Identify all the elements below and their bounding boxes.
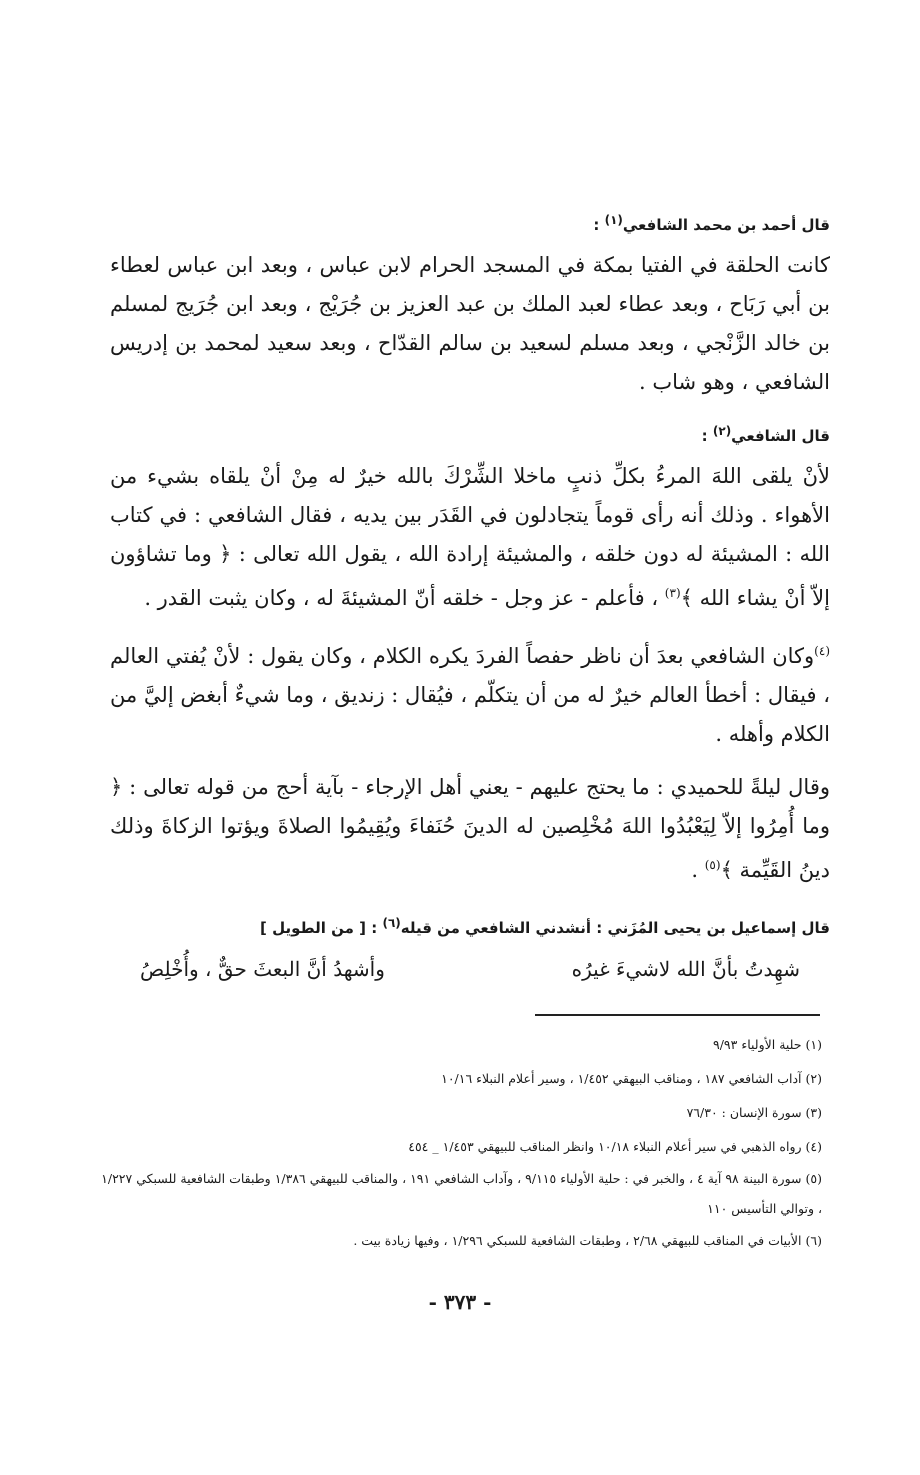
- heading-text: قال الشافعي: [731, 427, 830, 445]
- paragraph-text: ، فأعلم - عز وجل - خلقه أنّ المشيئةَ له ، وكان يثبت القدر .: [144, 586, 665, 610]
- paragraph-text: وقال ليلةً للحميدي : ما يحتج عليهم - يعني أهل الإرجاء - بآية أحج من قوله تعالى : ﴿ وما أُمِرُوا إلاّ لِيَعْبُدُوا اللهَ مُخْلِصين له الدينَ حُنَفاءَ ويُقِيمُوا الصلاةَ ويؤتوا الزكاةَ وذلك دينُ القَيِّمة ﴾: [110, 775, 830, 882]
- footnote-ref: (٤): [814, 644, 830, 658]
- footnote-6: (٦) الأبيات في المناقب للبيهقي ٢/٦٨ ، وطبقات الشافعية للسبكي ١/٢٩٦ ، وفيها زيادة بيت .: [353, 1233, 822, 1248]
- heading-colon: :: [593, 216, 605, 234]
- footnote-ref: (٢): [712, 424, 732, 438]
- footnote-divider: [535, 1014, 820, 1016]
- page-body: [110, 205, 830, 989]
- footnote-ref: (٦): [382, 916, 401, 930]
- poem-verse: [110, 949, 830, 989]
- paragraph-humaydi: [110, 768, 830, 890]
- paragraph-text: لأنْ يلقى اللهَ المرءُ بكلِّ ذنبٍ ماخلا الشِّرْكَ بالله خيرٌ له مِنْ أنْ يلقاه بشيء من الأهواء . وذلك أنه رأى قوماً يتجادلون في القَدَر بين يديه ، فقال الشافعي : في كتاب الله : المشيئة له دون خلقه ، والمشيئة إرادة الله ، يقول الله تعالى : ﴿ وما تشاؤون إلاّ أنْ يشاء الله ﴾: [110, 464, 830, 610]
- poem-heading: [110, 908, 830, 943]
- footnote-2: (٢) آداب الشافعي ١٨٧ ، ومناقب البيهقي ١/٤٥٢ ، وسير أعلام النبلاء ١٠/١٦: [441, 1071, 822, 1086]
- footnote-ref: (٣): [664, 586, 681, 600]
- footnote-ref: (١): [604, 213, 623, 227]
- section-heading-shafii: [110, 416, 830, 451]
- verse-second-hemistich: وأشهدُ أنَّ البعثَ حقٌّ ، وأُخْلِصُ: [140, 957, 385, 981]
- verse-first-hemistich: شهِدتُ بأنَّ الله لاشيءَ غيرُه: [571, 957, 800, 981]
- poem-meter: : [ من الطويل ]: [260, 919, 383, 937]
- heading-text: قال إسماعيل بن يحيى المُزَني : أنشدني الشافعي من قيله: [400, 919, 830, 937]
- page-number: - ٣٧٣ -: [428, 1290, 492, 1314]
- footnote-ref: (٥): [704, 858, 721, 872]
- paragraph-mashia: [110, 457, 830, 618]
- footnote-5: (٥) سورة البينة ٩٨ آية ٤ ، والخبر في : حلية الأولياء ٩/١١٥ ، وآداب الشافعي ١٩١ ، والمناقب للبيهقي ١/٣٨٦ وطبقات الشافعية للسبكي ١/٢٢٧ ، وتوالي التأسيس ١١٠: [101, 1171, 822, 1216]
- footnote-4: (٤) رواه الذهبي في سير أعلام النبلاء ١٠/١٨ وانظر المناقب للبيهقي ١/٤٥٣ _ ٤٥٤: [408, 1139, 822, 1154]
- heading-colon: :: [701, 427, 713, 445]
- footnote-3: (٣) سورة الإنسان : ٧٦/٣٠: [686, 1105, 822, 1120]
- paragraph-halaqa: كانت الحلقة في الفتيا بمكة في المسجد الحرام لابن عباس ، وبعد ابن عباس لعطاء بن أبي رَبَاح ، وبعد عطاء لعبد الملك بن عبد العزيز بن جُرَيْج ، وبعد ابن جُرَيج لمسلم بن خالد الزَّنْجي ، وبعد مسلم لسعيد بن سالم القدّاح ، وبعد سعيد لمحمد بن إدريس الشافعي ، وهو شاب .: [110, 253, 830, 394]
- paragraph-text: .: [691, 858, 705, 882]
- section-heading-ahmad: [110, 205, 830, 240]
- footnotes: [100, 1028, 822, 1258]
- paragraph-text: وكان الشافعي بعدَ أن ناظر حفصاً الفردَ يكره الكلام ، وكان يقول : لأنْ يُفتي العالم ، فيقال : أخطأ العالم خيرٌ له من أن يتكلّم ، فيُقال : زنديق ، وما شيءٌ أبغض إليَّ من الكلام وأهله .: [110, 644, 830, 746]
- paragraph-kalam: [110, 632, 830, 754]
- heading-text: قال أحمد بن محمد الشافعي: [622, 216, 830, 234]
- footnote-1: (١) حلية الأولياء ٩/٩٣: [712, 1037, 822, 1052]
